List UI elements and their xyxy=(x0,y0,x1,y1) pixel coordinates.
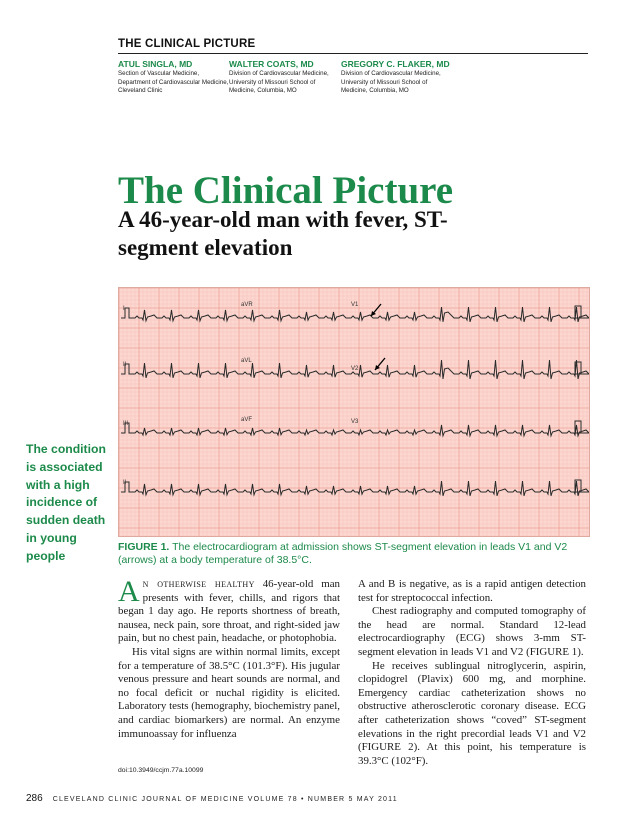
body-column-right xyxy=(358,578,586,768)
author-name: WALTER COATS, MD xyxy=(229,59,314,69)
article-title: The Clinical Picture xyxy=(118,169,454,212)
body-paragraph: He receives sublingual nitroglycerin, aspirin, clopidogrel (Plavix) 600 mg, and morphine. Emergency cardiac catheterization shows no obstructive atherosclerotic coronary disease. ECG after catheterization shows “coved” ST-segment elevations in the right precordial leads V1 and V2 (FIGURE 2). At this point, his temperature is 39.3°C (102°F). xyxy=(358,659,586,767)
body-paragraph: His vital signs are within normal limits, except for a temperature of 38.5°C (101.3°F). His jugular venous pressure and heart sounds are normal, and no focal deficit or nuchal rigidity is elicited. Laboratory tests (hemography, biochemistry panel, and cardiac biomarkers) are normal. An enzyme immunoassay for influenza xyxy=(118,645,340,740)
header-rule xyxy=(118,53,588,54)
author-3 xyxy=(341,59,453,96)
author-affiliation: Division of Cardiovascular Medicine, University of Missouri School of Medicine, Columbia, MO xyxy=(341,70,441,95)
section-header: THE CLINICAL PICTURE xyxy=(118,38,256,50)
body-paragraph: Chest radiography and computed tomography of the head are normal. Standard 12-lead electrocardiography (ECG) shows 3-mm ST-segment elevation in leads V1 and V2 (FIGURE 1). xyxy=(358,605,586,658)
ecg-tracing xyxy=(119,288,589,536)
journal-info: CLEVELAND CLINIC JOURNAL OF MEDICINE VOLUME 78 • NUMBER 5 MAY 2011 xyxy=(52,796,398,803)
lead-label: V1 xyxy=(351,302,359,308)
author-affiliation: Section of Vascular Medicine, Department of Cardiovascular Medicine, Cleveland Clinic xyxy=(118,70,229,95)
article-subtitle: A 46-year-old man with fever, ST-segment elevation xyxy=(118,207,448,260)
drop-cap: A xyxy=(118,575,140,608)
figure-label: FIGURE 1. xyxy=(118,541,170,553)
author-2 xyxy=(229,59,341,96)
doi: doi:10.3949/ccjm.77a.10099 xyxy=(118,767,204,774)
lead-label: V3 xyxy=(351,419,359,425)
author-affiliation: Division of Cardiovascular Medicine, University of Missouri School of Medicine, Columbia, MO xyxy=(229,70,329,95)
author-name: ATUL SINGLA, MD xyxy=(118,59,193,69)
figure-caption-text: The electrocardiogram at admission shows ST-segment elevation in leads V1 and V2 (arrows) at a body temperature of 38.5°C. xyxy=(118,541,568,566)
lead-label: III xyxy=(123,421,129,427)
paragraph-text: 46-year-old man presents with fever, chills, and rigors that began 1 day ago. He reports shortness of breath, nausea, neck pain, sore throat, and right-sided jaw pain, but no chest pain, headache, or photophobia. xyxy=(118,578,340,645)
lead-label: aVL xyxy=(241,358,252,364)
lead-label: II xyxy=(123,480,127,486)
lead-label: V2 xyxy=(351,366,359,372)
figure-caption xyxy=(118,541,588,567)
lead-label: aVR xyxy=(241,302,253,308)
ecg-figure xyxy=(118,287,590,537)
author-1 xyxy=(118,59,230,96)
lead-in: n otherwise healthy xyxy=(142,578,255,590)
body-column-left xyxy=(118,575,340,741)
lead-label: II xyxy=(123,362,127,368)
page-footer xyxy=(26,793,398,804)
author-name: GREGORY C. FLAKER, MD xyxy=(341,59,450,69)
pull-quote: The condition is associated with a high incidence of sudden death in young people xyxy=(26,442,106,563)
body-paragraph: A and B is negative, as is a rapid antigen detection test for streptococcal infection. xyxy=(358,578,586,604)
body-paragraph xyxy=(118,575,340,646)
lead-label: aVF xyxy=(241,417,253,423)
lead-label: I xyxy=(123,306,125,312)
page-number: 286 xyxy=(26,793,43,804)
